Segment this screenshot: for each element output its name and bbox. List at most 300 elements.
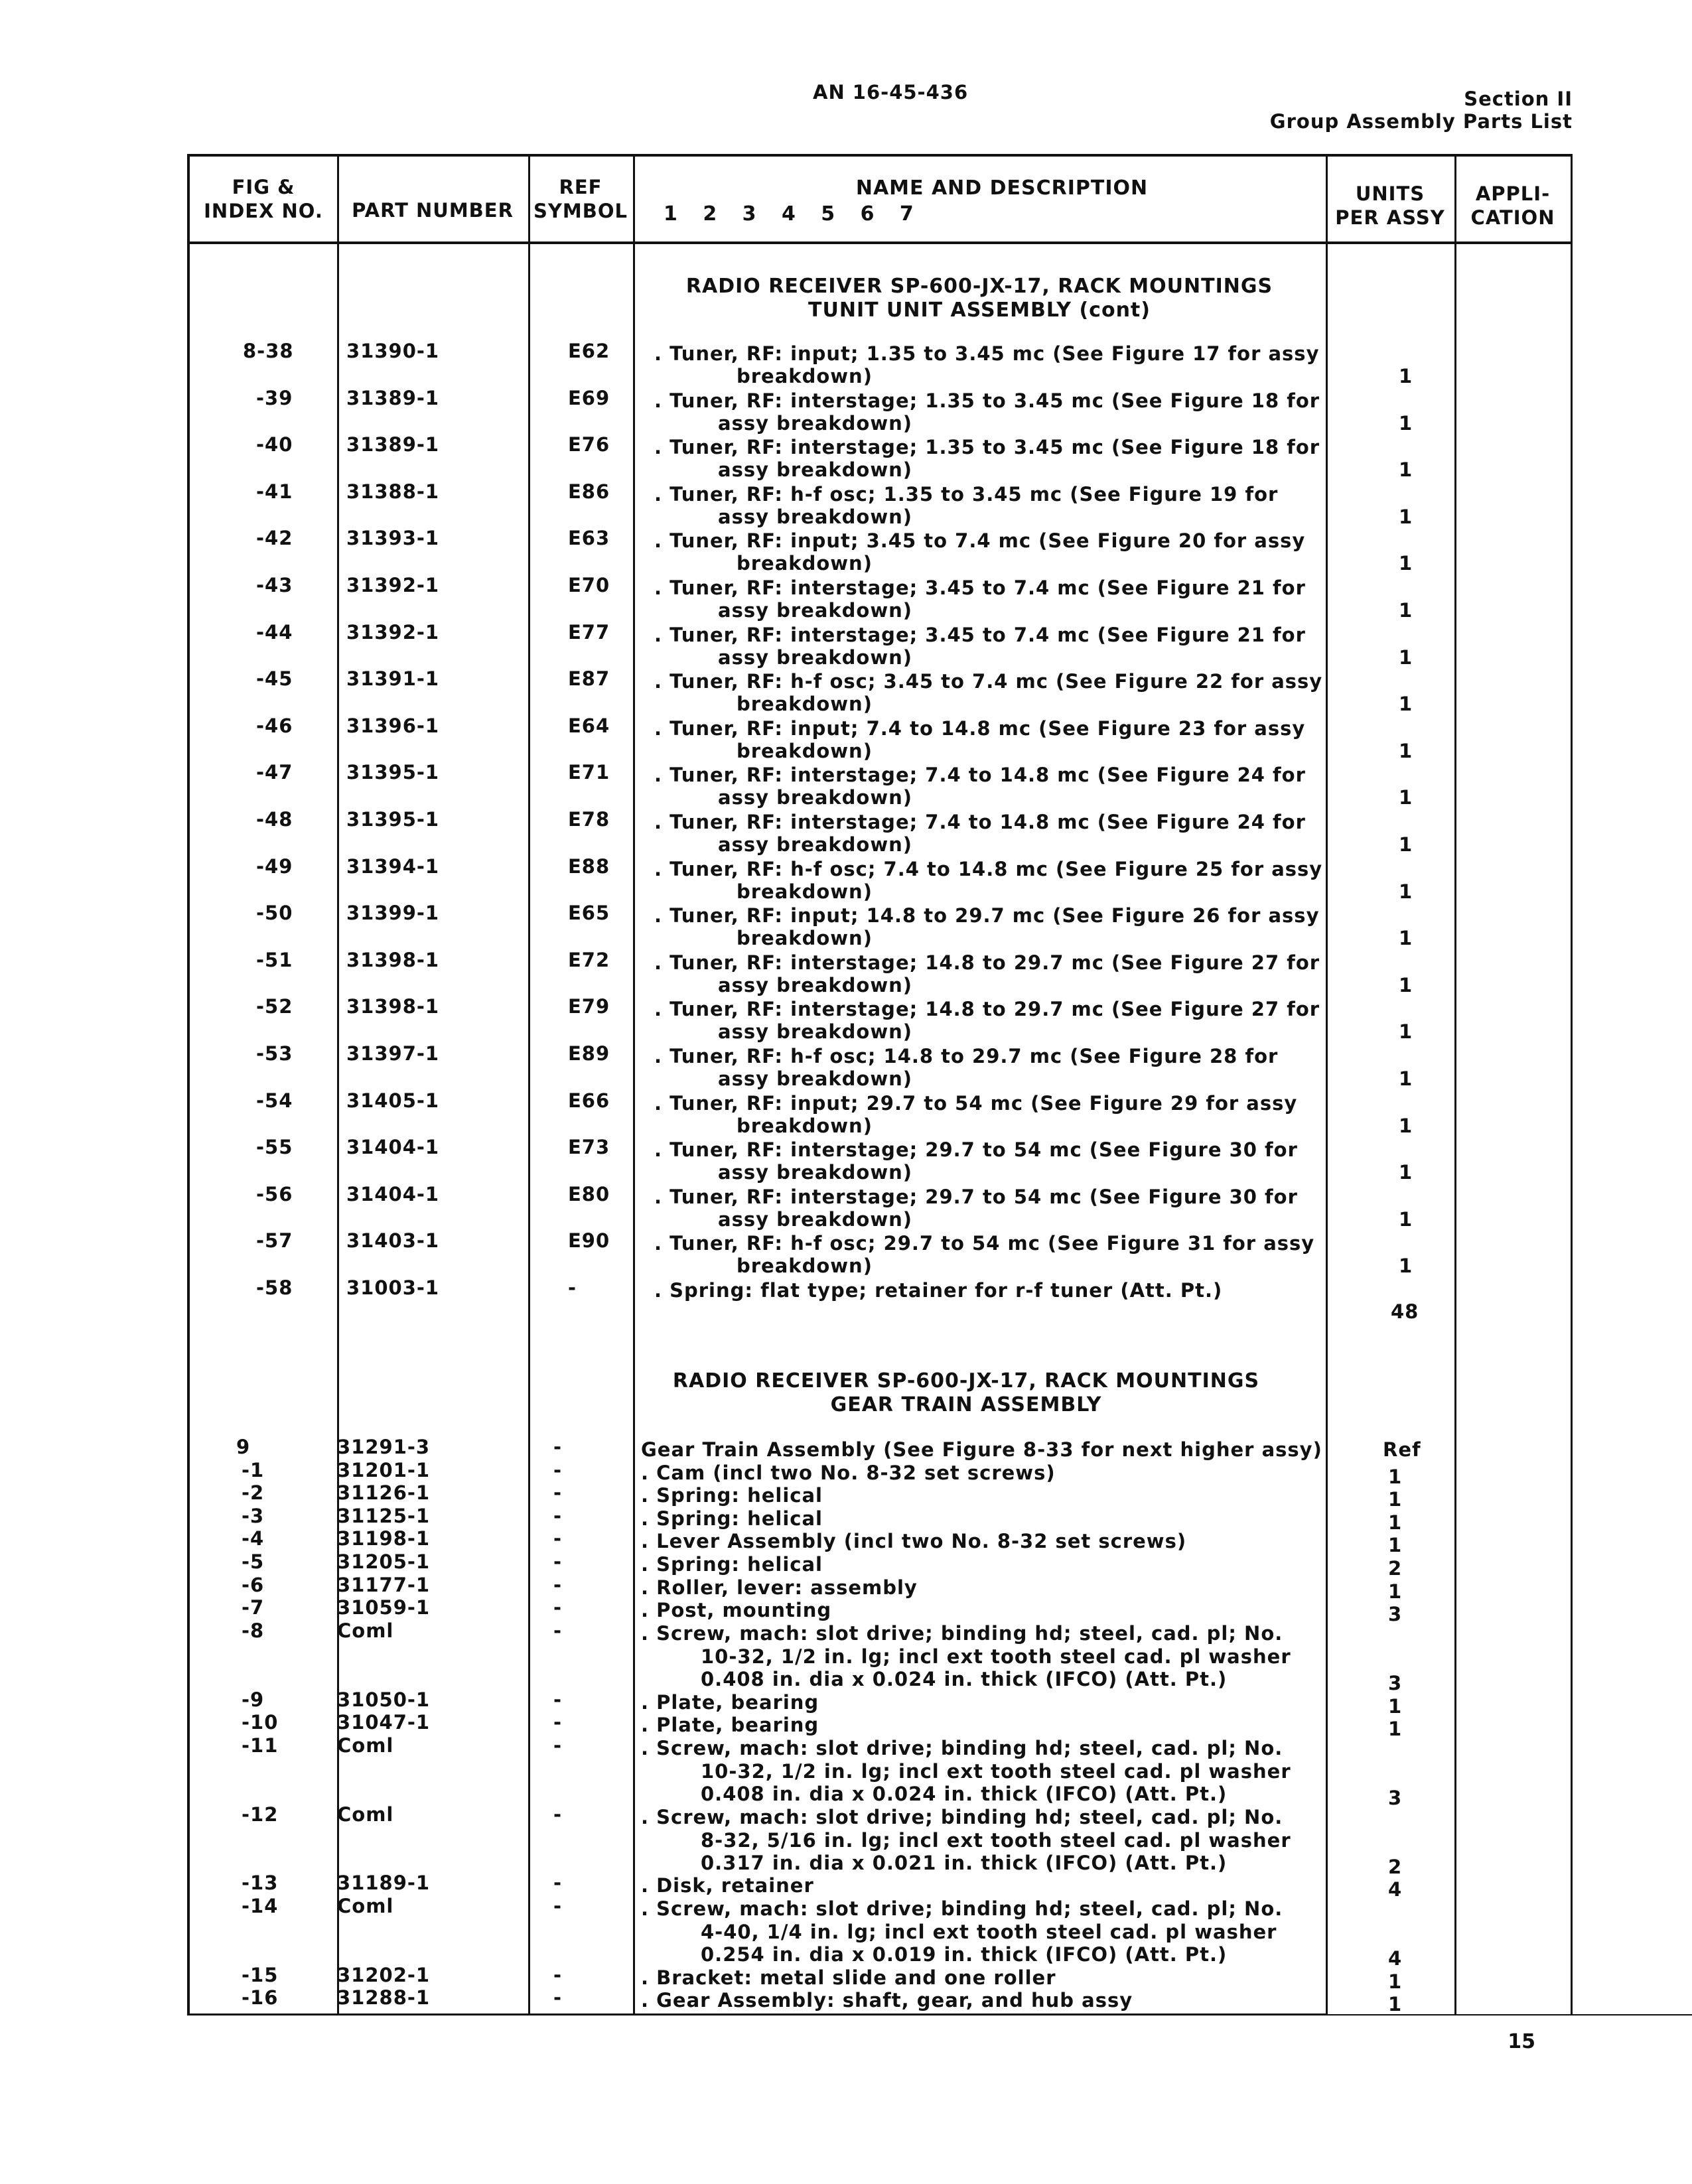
- description-line1: . Spring: helical: [641, 1553, 823, 1576]
- units-per-assy: 1: [1399, 1208, 1413, 1231]
- table-row: [190, 1136, 1575, 1182]
- description-line1: . Tuner, RF: interstage; 7.4 to 14.8 mc (See Figure 24 for: [654, 811, 1306, 833]
- description-line1: . Spring: helical: [641, 1507, 823, 1530]
- units-per-assy: 4: [1388, 1947, 1403, 1970]
- table-row: [190, 1964, 1575, 1993]
- table-row: [190, 761, 1575, 807]
- description: [641, 1622, 1324, 1691]
- units-per-assy: 1: [1399, 740, 1413, 762]
- section-label: Section II: [1464, 88, 1573, 110]
- table-row: [190, 1276, 1575, 1323]
- part-number: 31047-1: [337, 1711, 431, 1734]
- col-header-name: [650, 176, 1314, 226]
- units-per-assy: 1: [1399, 1161, 1413, 1184]
- section1-title: [641, 275, 1318, 322]
- ref-symbol: -: [553, 1688, 563, 1711]
- table-row: [190, 574, 1575, 620]
- ref-symbol: E88: [568, 855, 610, 878]
- col-header-appl-line1: APPLI-: [1475, 182, 1551, 205]
- table-row: [190, 1895, 1575, 1970]
- description-line1: . Lever Assembly (incl two No. 8-32 set screws): [641, 1530, 1187, 1552]
- ref-symbol: E77: [568, 621, 610, 644]
- section-header: [1270, 88, 1573, 133]
- part-number: 31398-1: [346, 995, 440, 1018]
- ref-symbol: -: [553, 1619, 563, 1642]
- description-line1: . Roller, lever: assembly: [641, 1576, 918, 1599]
- description-line2: breakdown): [737, 552, 873, 575]
- part-number: 31059-1: [337, 1596, 431, 1619]
- ref-symbol: E66: [568, 1089, 610, 1112]
- units-per-assy: 2: [1388, 1557, 1403, 1580]
- description: [641, 1897, 1324, 1966]
- description-line1: . Tuner, RF: interstage; 29.7 to 54 mc (See Figure 30 for: [654, 1138, 1298, 1161]
- description: [654, 904, 1324, 949]
- ref-symbol: -: [553, 1596, 563, 1619]
- part-number: 31392-1: [346, 621, 440, 644]
- description: [654, 342, 1324, 387]
- description: [654, 811, 1324, 856]
- description-line1: . Tuner, RF: input; 1.35 to 3.45 mc (See Figure 17 for assy: [654, 342, 1320, 365]
- description-line2: 8-32, 5/16 in. lg; incl ext tooth steel cad. pl washer: [701, 1828, 1291, 1852]
- units-per-assy: 1: [1399, 1255, 1413, 1277]
- description-line1: . Bracket: metal slide and one roller: [641, 1966, 1056, 1989]
- units-per-assy: 4: [1388, 1878, 1403, 1901]
- description-line2: assy breakdown): [718, 506, 913, 528]
- col-header-units-line1: UNITS: [1355, 182, 1425, 205]
- description-line1: . Tuner, RF: interstage; 3.45 to 7.4 mc (See Figure 21 for: [654, 624, 1306, 646]
- units-per-assy: 1: [1399, 646, 1413, 669]
- units-per-assy: 1: [1388, 1511, 1403, 1534]
- description: [654, 1138, 1324, 1184]
- units-per-assy: 1: [1399, 365, 1413, 387]
- part-number: 31388-1: [346, 480, 440, 503]
- part-number: 31389-1: [346, 387, 440, 409]
- description-line1: . Screw, mach: slot drive; binding hd; steel, cad. pl; No.: [641, 1806, 1283, 1828]
- description-line3: 0.408 in. dia x 0.024 in. thick (IFCO) (Att. Pt.): [701, 1668, 1228, 1691]
- units-per-assy: 1: [1399, 458, 1413, 481]
- part-number: 31003-1: [346, 1276, 440, 1299]
- units-per-assy: 1: [1399, 412, 1413, 435]
- fig-index: -13: [242, 1872, 279, 1894]
- part-number: 31201-1: [337, 1459, 431, 1481]
- ref-symbol: E64: [568, 715, 610, 737]
- fig-index: -46: [256, 715, 293, 737]
- description-line1: . Tuner, RF: interstage; 29.7 to 54 mc (See Figure 30 for: [654, 1186, 1298, 1208]
- fig-index: -14: [242, 1895, 279, 1917]
- units-per-assy: 1: [1399, 506, 1413, 528]
- ref-symbol: -: [553, 1459, 563, 1481]
- description-line1: . Spring: helical: [641, 1484, 823, 1507]
- part-number: 31050-1: [337, 1688, 431, 1711]
- part-number: 31288-1: [337, 1986, 431, 2009]
- fig-index: -9: [242, 1688, 265, 1711]
- description: [654, 717, 1324, 762]
- bottom-rule: [187, 2013, 1326, 2015]
- description: [641, 1874, 1324, 1897]
- description: [654, 764, 1324, 809]
- part-number: 31177-1: [337, 1574, 431, 1596]
- fig-index: -7: [242, 1596, 265, 1619]
- description-line2: assy breakdown): [718, 974, 913, 996]
- ref-symbol: E87: [568, 667, 610, 690]
- description: [654, 483, 1324, 528]
- description-line1: . Tuner, RF: interstage; 3.45 to 7.4 mc (See Figure 21 for: [654, 577, 1306, 599]
- table-row: [190, 667, 1575, 714]
- table-row: [190, 949, 1575, 995]
- description-line2: assy breakdown): [718, 833, 913, 856]
- description: [641, 1737, 1324, 1806]
- ref-symbol: -: [553, 1481, 563, 1504]
- table-row: [190, 340, 1575, 386]
- description: [641, 1806, 1324, 1875]
- units-per-assy: 1: [1399, 1115, 1413, 1137]
- table-row: [190, 1436, 1575, 1459]
- fig-index: -49: [256, 855, 293, 878]
- units-per-assy: 1: [1388, 1466, 1403, 1488]
- fig-index: -42: [256, 527, 293, 549]
- description-line2: assy breakdown): [718, 1208, 913, 1231]
- section1-title-line1: RADIO RECEIVER SP-600-JX-17, RACK MOUNTINGS: [685, 275, 1273, 298]
- description: [654, 1045, 1324, 1090]
- units-per-assy: 1: [1399, 1020, 1413, 1043]
- description-line3: 0.317 in. dia x 0.021 in. thick (IFCO) (Att. Pt.): [701, 1852, 1228, 1875]
- description-line1: . Cam (incl two No. 8-32 set screws): [641, 1462, 1056, 1484]
- units-per-assy: 1: [1388, 1718, 1403, 1740]
- ref-symbol: E63: [568, 527, 610, 549]
- table-row: [190, 1481, 1575, 1511]
- description-line3: 0.254 in. dia x 0.019 in. thick (IFCO) (Att. Pt.): [701, 1943, 1228, 1966]
- description-line2: breakdown): [737, 365, 873, 387]
- description-line2: assy breakdown): [718, 646, 913, 669]
- fig-index: -11: [242, 1734, 279, 1757]
- document-number: AN 16-45-436: [813, 81, 969, 103]
- description-line1: . Tuner, RF: interstage; 14.8 to 29.7 mc (See Figure 27 for: [654, 998, 1320, 1020]
- fig-index: -40: [256, 433, 293, 456]
- units-per-assy: Ref: [1383, 1438, 1421, 1461]
- ref-symbol: E73: [568, 1136, 610, 1158]
- description: [654, 436, 1324, 481]
- description-line2: breakdown): [737, 1255, 873, 1277]
- ref-symbol: -: [553, 1505, 563, 1527]
- col-header-indent-levels: 1 2 3 4 5 6 7: [664, 202, 923, 226]
- fig-index: -3: [242, 1505, 265, 1527]
- part-number: 31403-1: [346, 1229, 440, 1252]
- units-per-assy: 1: [1399, 599, 1413, 622]
- fig-index: -39: [256, 387, 293, 409]
- fig-index: -43: [256, 574, 293, 596]
- part-number: 31125-1: [337, 1505, 431, 1527]
- part-number: 31396-1: [346, 715, 440, 737]
- description-line1: . Tuner, RF: h-f osc; 3.45 to 7.4 mc (See Figure 22 for assy: [654, 670, 1323, 693]
- description-line1: . Tuner, RF: input; 14.8 to 29.7 mc (See Figure 26 for assy: [654, 904, 1320, 927]
- table-row: [190, 1986, 1575, 2015]
- units-per-assy: 3: [1388, 1787, 1403, 1809]
- part-number: 31393-1: [346, 527, 440, 549]
- description-line1: . Post, mounting: [641, 1599, 832, 1621]
- description-line2: assy breakdown): [718, 786, 913, 809]
- ref-symbol: -: [553, 1895, 563, 1917]
- description-line2: 4-40, 1/4 in. lg; incl ext tooth steel cad. pl washer: [701, 1920, 1277, 1943]
- description-line2: breakdown): [737, 927, 873, 949]
- units-per-assy: 1: [1388, 1993, 1403, 2015]
- fig-index: -10: [242, 1711, 279, 1734]
- part-number: Coml: [337, 1895, 394, 1917]
- col-header-ref: [528, 157, 633, 241]
- ref-symbol: E62: [568, 340, 610, 362]
- fig-index: -44: [256, 621, 293, 644]
- part-number: 31395-1: [346, 761, 440, 784]
- fig-index: -57: [256, 1229, 293, 1252]
- table-row: [190, 995, 1575, 1042]
- part-number: 31394-1: [346, 855, 440, 878]
- table-row: [190, 902, 1575, 948]
- ref-symbol: E70: [568, 574, 610, 596]
- part-number: 31404-1: [346, 1136, 440, 1158]
- ref-symbol: -: [553, 1527, 563, 1550]
- table-row: [190, 1459, 1575, 1488]
- units-per-assy: 1: [1388, 1488, 1403, 1511]
- col-header-fig: [190, 157, 337, 241]
- part-number: Coml: [337, 1619, 394, 1642]
- part-number: Coml: [337, 1803, 394, 1826]
- fig-index: -55: [256, 1136, 293, 1158]
- fig-index: -12: [242, 1803, 279, 1826]
- ref-symbol: -: [553, 1550, 563, 1573]
- description: [654, 577, 1324, 622]
- description-line2: breakdown): [737, 693, 873, 715]
- col-header-part: [337, 157, 528, 241]
- table-row: [190, 1505, 1575, 1534]
- units-per-assy: 1: [1399, 880, 1413, 903]
- description-line1: . Plate, bearing: [641, 1691, 819, 1714]
- description: [654, 858, 1324, 903]
- ref-symbol: E78: [568, 808, 610, 831]
- description-line1: . Tuner, RF: input; 3.45 to 7.4 mc (See Figure 20 for assy: [654, 529, 1306, 552]
- ref-symbol: E90: [568, 1229, 610, 1252]
- ref-symbol: -: [553, 1436, 563, 1458]
- table-row: [190, 433, 1575, 480]
- col-header-name-label: NAME AND DESCRIPTION: [855, 176, 1149, 200]
- table-row: [190, 1527, 1575, 1556]
- col-header-ref-line1: REF: [559, 176, 602, 198]
- table-row: [190, 1619, 1575, 1694]
- description: [654, 389, 1324, 435]
- section2-title-line1: RADIO RECEIVER SP-600-JX-17, RACK MOUNTINGS: [672, 1369, 1260, 1393]
- description-line1: . Tuner, RF: input; 7.4 to 14.8 mc (See Figure 23 for assy: [654, 717, 1306, 740]
- units-per-assy: 1: [1388, 1534, 1403, 1556]
- ref-symbol: E89: [568, 1042, 610, 1065]
- col-header-units: [1326, 157, 1454, 241]
- col-header-appl-line2: CATION: [1470, 206, 1555, 229]
- description-line1: . Screw, mach: slot drive; binding hd; steel, cad. pl; No.: [641, 1737, 1283, 1759]
- description: [654, 1186, 1324, 1231]
- ref-symbol: -: [553, 1574, 563, 1596]
- ref-symbol: E72: [568, 949, 610, 971]
- units-per-assy: 3: [1388, 1603, 1403, 1625]
- units-per-assy: 1: [1388, 1970, 1403, 1993]
- ref-symbol: E71: [568, 761, 610, 784]
- description: [654, 998, 1324, 1043]
- col-header-units-line2: PER ASSY: [1335, 206, 1445, 229]
- part-number: 31291-3: [337, 1436, 431, 1458]
- part-number: 31189-1: [337, 1872, 431, 1894]
- ref-symbol: E80: [568, 1183, 610, 1205]
- parts-table: [187, 154, 1573, 2015]
- description: [641, 1553, 1324, 1576]
- description-line3: 0.408 in. dia x 0.024 in. thick (IFCO) (Att. Pt.): [701, 1783, 1228, 1806]
- ref-symbol: -: [553, 1986, 563, 2009]
- description-line2: assy breakdown): [718, 1020, 913, 1043]
- part-number: 31202-1: [337, 1964, 431, 1986]
- ref-symbol: -: [553, 1734, 563, 1757]
- description: [654, 1279, 1324, 1302]
- description: [654, 529, 1324, 575]
- table-row: [190, 1711, 1575, 1740]
- description-line1: . Tuner, RF: h-f osc; 14.8 to 29.7 mc (See Figure 28 for: [654, 1045, 1279, 1067]
- section2-title: [628, 1369, 1304, 1417]
- description-line2: assy breakdown): [718, 412, 913, 435]
- units-per-assy: 1: [1399, 974, 1413, 996]
- fig-index: -15: [242, 1964, 279, 1986]
- fig-index: -5: [242, 1550, 265, 1573]
- description-line1: . Tuner, RF: h-f osc; 1.35 to 3.45 mc (See Figure 19 for: [654, 483, 1279, 506]
- units-per-assy: 3: [1388, 1672, 1403, 1694]
- ref-symbol: E79: [568, 995, 610, 1018]
- part-number: 31397-1: [346, 1042, 440, 1065]
- description-line1: . Tuner, RF: h-f osc; 7.4 to 14.8 mc (See Figure 25 for assy: [654, 858, 1323, 880]
- table-row: [190, 1042, 1575, 1089]
- fig-index: -45: [256, 667, 293, 690]
- table-row: [190, 855, 1575, 902]
- table-row: [190, 1872, 1575, 1901]
- description-line2: assy breakdown): [718, 1161, 913, 1184]
- table-row: [190, 715, 1575, 761]
- ref-symbol: E86: [568, 480, 610, 503]
- description: [654, 670, 1324, 715]
- description-line2: breakdown): [737, 1115, 873, 1137]
- fig-index: -2: [242, 1481, 265, 1504]
- ref-symbol: E65: [568, 902, 610, 924]
- description-line2: assy breakdown): [718, 458, 913, 481]
- units-per-assy: 1: [1399, 693, 1413, 715]
- table-row: [190, 1734, 1575, 1809]
- part-number: 31391-1: [346, 667, 440, 690]
- ref-symbol: -: [568, 1276, 577, 1299]
- fig-index: -53: [256, 1042, 293, 1065]
- fig-index: -58: [256, 1276, 293, 1299]
- table-row: [190, 1089, 1575, 1136]
- description-line1: . Tuner, RF: h-f osc; 29.7 to 54 mc (See Figure 31 for assy: [654, 1232, 1315, 1255]
- col-header-fig-line1: FIG &: [232, 176, 295, 198]
- fig-index: -56: [256, 1183, 293, 1205]
- part-number: 31390-1: [346, 340, 440, 362]
- description-line2: assy breakdown): [718, 599, 913, 622]
- description: [641, 1599, 1324, 1622]
- description: [654, 1232, 1324, 1277]
- description-line1: . Disk, retainer: [641, 1874, 814, 1897]
- units-per-assy: 2: [1388, 1856, 1403, 1878]
- part-number: 31126-1: [337, 1481, 431, 1504]
- part-number: 31392-1: [346, 574, 440, 596]
- ref-symbol: -: [553, 1872, 563, 1894]
- description-line1: . Screw, mach: slot drive; binding hd; steel, cad. pl; No.: [641, 1897, 1283, 1920]
- units-per-assy: 1: [1399, 552, 1413, 575]
- description: [641, 1484, 1324, 1507]
- fig-index: 9: [236, 1436, 251, 1458]
- table-row: [190, 480, 1575, 527]
- description-line1: . Tuner, RF: interstage; 1.35 to 3.45 mc (See Figure 18 for: [654, 436, 1320, 458]
- description-line1: . Screw, mach: slot drive; binding hd; steel, cad. pl; No.: [641, 1622, 1283, 1645]
- fig-index: -50: [256, 902, 293, 924]
- description: [654, 951, 1324, 996]
- table-row: [190, 621, 1575, 667]
- table-row: [190, 1183, 1575, 1229]
- part-number: 31198-1: [337, 1527, 431, 1550]
- description: [641, 1714, 1324, 1737]
- table-row: [190, 1596, 1575, 1625]
- col-header-fig-line2: INDEX NO.: [204, 200, 323, 222]
- description-line2: assy breakdown): [718, 1067, 913, 1090]
- table-row: [190, 808, 1575, 854]
- col-header-ref-line2: SYMBOL: [533, 200, 628, 222]
- fig-index: -6: [242, 1574, 265, 1596]
- section2-title-line2: GEAR TRAIN ASSEMBLY: [830, 1393, 1102, 1416]
- description: [641, 1438, 1324, 1462]
- part-number: 31405-1: [346, 1089, 440, 1112]
- fig-index: -41: [256, 480, 293, 503]
- ref-symbol: -: [553, 1711, 563, 1734]
- description-line1: . Plate, bearing: [641, 1714, 819, 1736]
- table-row: [190, 1688, 1575, 1718]
- fig-index: -47: [256, 761, 293, 784]
- units-per-assy: 1: [1399, 1067, 1413, 1090]
- ref-symbol: E76: [568, 433, 610, 456]
- description: [654, 624, 1324, 669]
- description: [641, 1530, 1324, 1553]
- fig-index: 8-38: [243, 340, 294, 362]
- fig-index: -51: [256, 949, 293, 971]
- units-per-assy: 1: [1388, 1580, 1403, 1603]
- table-row: [190, 1803, 1575, 1878]
- section-title: Group Assembly Parts List: [1269, 110, 1573, 133]
- part-number: 31205-1: [337, 1550, 431, 1573]
- units-per-assy: 1: [1399, 833, 1413, 856]
- description-line1: . Tuner, RF: interstage; 1.35 to 3.45 mc (See Figure 18 for: [654, 389, 1320, 412]
- part-number: 31389-1: [346, 433, 440, 456]
- fig-index: -54: [256, 1089, 293, 1112]
- description-line1: . Tuner, RF: interstage; 7.4 to 14.8 mc (See Figure 24 for: [654, 764, 1306, 786]
- description-line2: breakdown): [737, 880, 873, 903]
- units-per-assy: 1: [1399, 786, 1413, 809]
- units-per-assy: 1: [1388, 1695, 1403, 1718]
- part-number: Coml: [337, 1734, 394, 1757]
- fig-index: -1: [242, 1459, 265, 1481]
- table-row: [190, 1550, 1575, 1580]
- description-line1: Gear Train Assembly (See Figure 8-33 for next higher assy): [641, 1438, 1322, 1461]
- part-number: 31398-1: [346, 949, 440, 971]
- description-line2: breakdown): [737, 740, 873, 762]
- part-number: 31395-1: [346, 808, 440, 831]
- bottom-rule-right: [1326, 2014, 1692, 2015]
- description: [654, 1092, 1324, 1137]
- table-row: [190, 1574, 1575, 1603]
- table-row: [190, 387, 1575, 433]
- part-number: 31399-1: [346, 902, 440, 924]
- col-header-part-label: PART NUMBER: [352, 199, 514, 222]
- description-line1: . Tuner, RF: input; 29.7 to 54 mc (See Figure 29 for assy: [654, 1092, 1298, 1115]
- description: [641, 1989, 1324, 2012]
- fig-index: -16: [242, 1986, 279, 2009]
